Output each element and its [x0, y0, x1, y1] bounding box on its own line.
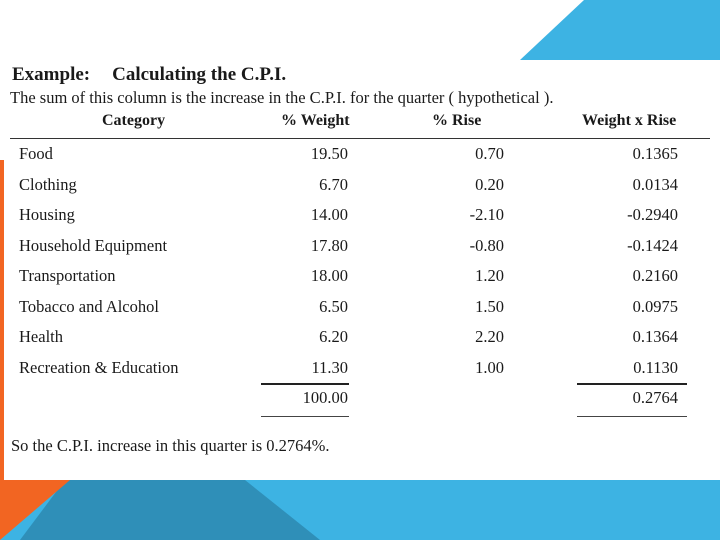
sum-line-weight [261, 383, 349, 385]
cell-rise: 0.70 [475, 144, 504, 163]
cell-weight: 6.20 [319, 327, 348, 346]
cell-weight: 17.80 [310, 235, 348, 255]
table-row [4, 144, 716, 174]
header-rise: % Rise [432, 112, 482, 129]
cell-category: Clothing [19, 174, 77, 194]
cell-rise: 1.20 [475, 266, 504, 285]
subtitle: The sum of this column is the increase in the C.P.I. for the quarter ( hypothetical ). [10, 88, 554, 107]
cell-category: Food [19, 144, 53, 163]
cell-weight-x-rise: 0.1364 [632, 327, 678, 346]
cell-category: Tobacco and Alcohol [19, 296, 159, 316]
cell-weight: 19.50 [310, 144, 348, 163]
page-title [12, 64, 286, 86]
table-row [4, 327, 716, 357]
sum-underline-weight [261, 416, 349, 417]
table-row [4, 266, 716, 296]
decorative-corner-shape [520, 0, 720, 60]
cell-weight: 6.50 [319, 296, 348, 316]
table-row [4, 205, 716, 235]
cell-rise: -0.80 [469, 235, 504, 255]
cell-weight-x-rise: 0.0975 [632, 296, 678, 316]
cell-weight: 6.70 [319, 174, 348, 194]
cell-category: Transportation [19, 266, 116, 285]
cell-weight: 14.00 [310, 205, 348, 224]
cell-category: Health [19, 327, 63, 346]
title-text: Calculating the C.P.I. [112, 64, 287, 85]
sum-underline-product [577, 416, 687, 417]
document-panel [4, 60, 716, 480]
cell-weight-x-rise: 0.0134 [632, 174, 678, 194]
cell-weight-x-rise: 0.1130 [633, 357, 678, 377]
cell-weight: 18.00 [310, 266, 348, 285]
header-divider [10, 138, 710, 139]
cell-weight-x-rise: 0.1365 [632, 144, 678, 163]
footer-note: So the C.P.I. increase in this quarter is 0.2764%. [11, 436, 330, 455]
total-weight-x-rise: 0.2764 [632, 388, 678, 407]
cell-rise: -2.10 [469, 205, 504, 224]
total-weight: 100.00 [302, 388, 348, 407]
cell-rise: 1.00 [475, 357, 504, 377]
cell-rise: 0.20 [475, 174, 504, 194]
cell-weight-x-rise: -0.2940 [627, 205, 678, 224]
cell-weight: 11.30 [311, 357, 348, 377]
cell-weight-x-rise: 0.2160 [632, 266, 678, 285]
title-label: Example: [12, 64, 91, 85]
cell-category: Recreation & Education [19, 357, 179, 377]
sum-line-product [577, 383, 687, 385]
table-row [4, 236, 716, 266]
header-weight-x-rise: Weight x Rise [582, 112, 677, 129]
header-category: Category [102, 112, 166, 129]
table-row [4, 175, 716, 205]
cell-category: Housing [19, 205, 75, 224]
table-row [4, 297, 716, 327]
header-weight: % Weight [281, 112, 350, 129]
cell-weight-x-rise: -0.1424 [627, 235, 678, 255]
cell-category: Household Equipment [19, 235, 168, 255]
cell-rise: 1.50 [475, 296, 504, 316]
cell-rise: 2.20 [475, 327, 504, 346]
